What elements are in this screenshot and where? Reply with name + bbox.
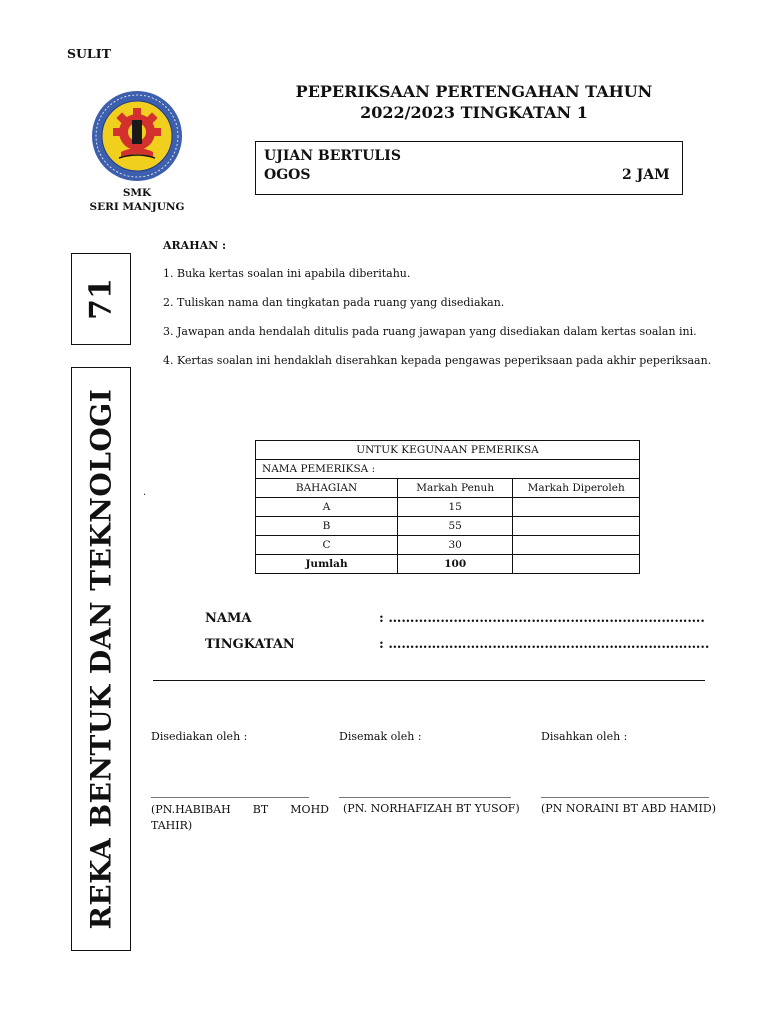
subject-name: REKA BENTUK DAN TEKNOLOGI [84, 388, 118, 930]
subject-name-box [71, 367, 131, 951]
section-cell: C [256, 536, 398, 555]
school-crest-icon [91, 90, 183, 182]
paper-duration: 2 JAM [622, 167, 670, 183]
checked-by-name: (PN. NORHAFIZAH BT YUSOF) [343, 802, 520, 815]
section-cell: B [256, 517, 398, 536]
exam-title [260, 81, 688, 123]
full-marks-cell: 55 [398, 517, 513, 536]
table-row [256, 536, 640, 555]
examiner-name-field[interactable]: NAMA PEMERIKSA : [256, 460, 640, 479]
paper-month: OGOS [264, 167, 311, 183]
section-cell: A [256, 498, 398, 517]
column-header-marks-obtained: Markah Diperoleh [513, 479, 640, 498]
table-row [256, 498, 640, 517]
divider [153, 680, 705, 681]
marks-obtained-cell[interactable] [513, 517, 640, 536]
approved-signature-line[interactable] [541, 797, 709, 798]
paper-info-box [255, 141, 683, 195]
column-header-full-marks: Markah Penuh [398, 479, 513, 498]
school-name-line-1: SMK [122, 187, 152, 199]
table-row [256, 517, 640, 536]
examiner-table-title: UNTUK KEGUNAAN PEMERIKSA [256, 441, 640, 460]
total-label: Jumlah [256, 555, 398, 574]
full-marks-cell: 30 [398, 536, 513, 555]
prepared-by-name: (PN.HABIBAH BT MOHD TAHIR) [151, 803, 329, 832]
instruction-item: 4. Kertas soalan ini hendaklah diserahkan kepada pengawas peperiksaan pada akhir peperiksaan. [163, 354, 712, 367]
name-field[interactable]: : ………………………………………………………………. [379, 611, 705, 626]
total-row [256, 555, 640, 574]
checked-signature-line[interactable] [339, 797, 511, 798]
column-header-section: BAHAGIAN [256, 479, 398, 498]
subject-code-box [71, 253, 131, 345]
exam-title-line-1: PEPERIKSAAN PERTENGAHAN TAHUN [295, 82, 653, 101]
instructions-heading: ARAHAN : [163, 239, 227, 252]
instruction-item: 3. Jawapan anda hendalah ditulis pada ruang jawapan yang disediakan dalam kertas soalan ini. [163, 325, 697, 338]
examiner-table [255, 440, 640, 574]
full-marks-cell: 15 [398, 498, 513, 517]
total-marks-obtained[interactable] [513, 555, 640, 574]
form-label: TINGKATAN [205, 637, 295, 652]
stray-mark: . [143, 487, 147, 498]
approved-by-label: Disahkan oleh : [541, 730, 628, 743]
paper-type: UJIAN BERTULIS [264, 148, 401, 164]
prepared-signature-line[interactable] [151, 797, 309, 798]
marks-obtained-cell[interactable] [513, 498, 640, 517]
form-field[interactable]: : ……………………………………………………………….. [379, 637, 710, 652]
prepared-by-label: Disediakan oleh : [151, 730, 248, 743]
school-name [70, 186, 204, 214]
confidential-label: SULIT [67, 46, 111, 61]
instruction-item: 2. Tuliskan nama dan tingkatan pada ruang yang disediakan. [163, 296, 505, 309]
exam-title-line-2: 2022/2023 TINGKATAN 1 [360, 103, 588, 122]
school-name-line-2: SERI MANJUNG [89, 201, 185, 213]
approved-by-name: (PN NORAINI BT ABD HAMID) [541, 802, 717, 815]
instruction-item: 1. Buka kertas soalan ini apabila diberitahu. [163, 267, 411, 280]
checked-by-label: Disemak oleh : [339, 730, 422, 743]
marks-obtained-cell[interactable] [513, 536, 640, 555]
total-full-marks: 100 [398, 555, 513, 574]
name-label: NAMA [205, 611, 252, 626]
subject-code: 71 [83, 278, 119, 320]
